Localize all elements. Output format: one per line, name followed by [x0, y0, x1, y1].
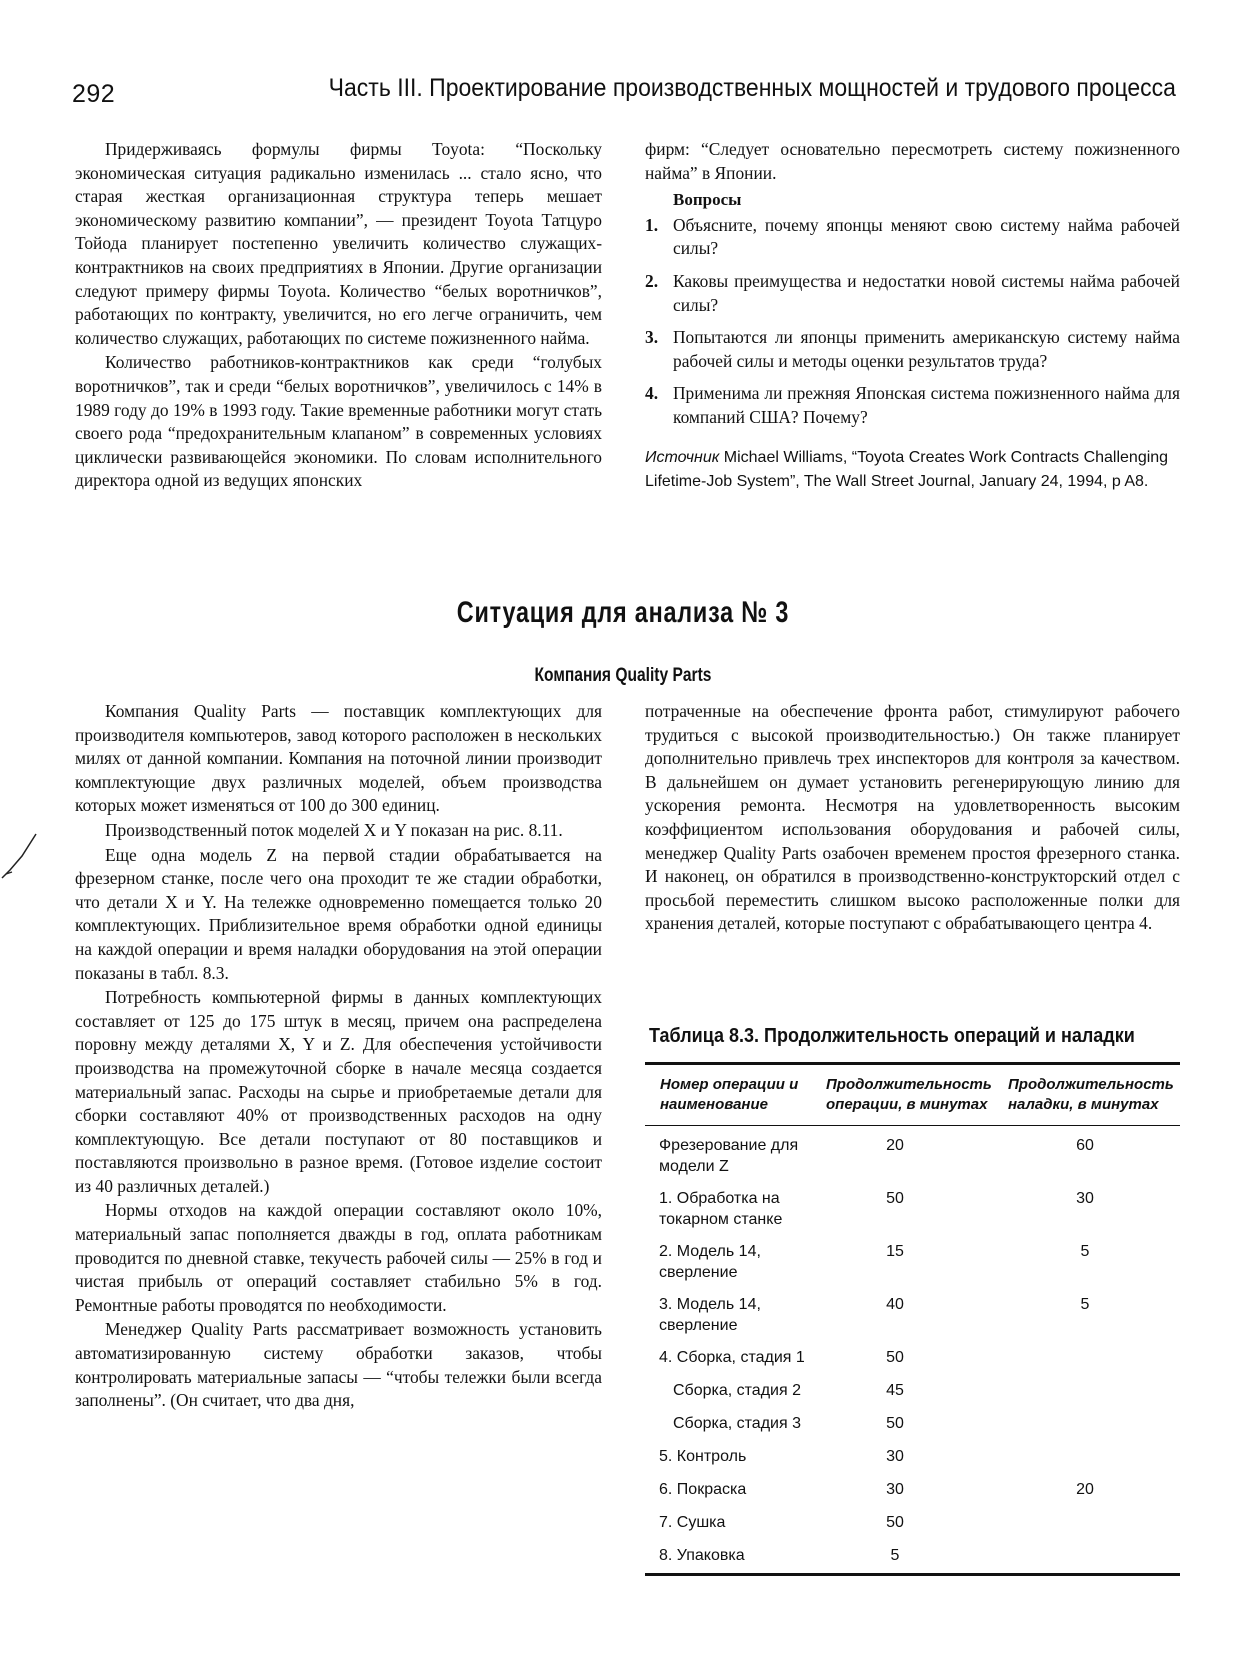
operation-duration: 50: [886, 1415, 904, 1432]
table-top-rule: [645, 1062, 1180, 1065]
operation-name: Сборка, стадия 3: [673, 1415, 801, 1432]
table-row: [645, 1446, 1180, 1479]
operation-name: Сборка, стадия 2: [673, 1382, 801, 1399]
paragraph: Менеджер Quality Parts рассматривает возможность установить автоматизированную систему обработки заказов, чтобы контролировать материальные запасы — “чтобы тележки были всегда заполнены”. (Он считает, что два дня,: [75, 1319, 602, 1411]
question-item: [645, 382, 1180, 429]
paragraph: Количество работников-контрактников как среди “голубых воротничков”, так и среди “белых воротничков”, увеличилось с 14% в 1989 году до 19% в 1993 году. Такие временные работники могут стать своего рода “предохранительным клапаном” в современных условиях циклически развивающейся экономики. По словам исполнительного директора одной из ведущих японских: [75, 352, 602, 491]
paragraph: потраченные на обеспечение фронта работ, стимулируют рабочего трудиться с высокой производительностью.) Он также планирует дополнительно привлечь трех инспекторов для контроля за качеством. В дальнейшем он думает установить регенерирующую линию для ускорения ремонта. Несмотря на удовлетворенность высоким коэффициентом использования оборудования и рабочей силы, менеджер Quality Parts озабочен временем простоя фрезерного станка. И наконец, он обратился в производственно-конструкторский отдел с просьбой переместить слишком высоко расположенные полки для хранения деталей, которые поступают с обрабатывающего центра 4.: [645, 701, 1180, 934]
operation-duration: 30: [886, 1481, 904, 1498]
top-left-column: [75, 138, 602, 494]
table-body: [645, 1135, 1180, 1578]
question-number: 2.: [645, 270, 659, 291]
table-row: [645, 1347, 1180, 1380]
table-row: [645, 1512, 1180, 1545]
question-text: Применима ли прежняя Японская система пожизненного найма для компаний США? Почему?: [673, 383, 1180, 427]
question-number: 3.: [645, 327, 659, 348]
setup-duration: [960, 1380, 1180, 1413]
setup-duration: [960, 1512, 1180, 1545]
paragraph: Компания Quality Parts — поставщик комплектующих для производителя компьютеров, завод которого расположен в нескольких милях от данной компании. Компания на поточной линии производит комплектующие двух различных моделей, объем производства которых может изменяться от 100 до 300 единиц.: [75, 701, 602, 816]
question-item: [645, 270, 1180, 317]
operation-name: 6. Покраска: [659, 1481, 747, 1498]
paragraph: Нормы отходов на каждой операции составляют около 10%, материальный запас пополняется дважды в год, оплата работникам проводится по дневной ставке, текучесть рабочей силы — 25% в год и чистая прибыль от операций составляет стабильно 5% в год. Ремонтные работы проводятся по необходимости.: [75, 1200, 602, 1315]
table-row: [645, 1413, 1180, 1446]
operation-name: 1. Обработка на токарном станке: [659, 1190, 783, 1228]
operation-name: 8. Упаковка: [659, 1547, 745, 1564]
operation-name: 5. Контроль: [659, 1448, 747, 1465]
setup-duration: 60: [1076, 1137, 1094, 1154]
operation-duration: 50: [886, 1349, 904, 1366]
table-row: [645, 1241, 1180, 1294]
paragraph: Придерживаясь формулы фирмы Toyota: “Поскольку экономическая ситуация радикально изменилась ... стало ясно, что старая жесткая организационная структура теперь мешает экономическому развитию компании”, — президент Toyota Татцуро Тойода планирует постепенно увеличить количество служащих-контрактников на своих предприятиях в Японии. Другие организации следуют примеру фирмы Toyota. Количество “белых воротничков”, работающих по контракту, увеличится, но его легче ограничить, чем количество служащих, работающих по системе пожизненного найма.: [75, 139, 602, 348]
setup-duration: [960, 1446, 1180, 1479]
operation-duration: 50: [886, 1514, 904, 1531]
operation-name: 4. Сборка, стадия 1: [659, 1349, 805, 1366]
setup-duration: 5: [1080, 1243, 1090, 1260]
table-bottom-rule: [645, 1573, 1180, 1576]
table-row: [645, 1188, 1180, 1241]
operation-duration: 30: [886, 1448, 904, 1465]
bottom-left-column: [75, 700, 602, 1414]
question-text: Каковы преимущества и недостатки новой системы найма рабочей силы?: [673, 270, 1180, 315]
questions-list: [645, 214, 1180, 430]
table-caption: Таблица 8.3. Продолжительность операций и наладки: [649, 1025, 1135, 1047]
setup-duration: 20: [1076, 1481, 1094, 1498]
table-row: [645, 1479, 1180, 1512]
questions-heading: Вопросы: [673, 190, 742, 210]
question-item: [645, 326, 1180, 373]
operation-duration: 15: [886, 1243, 904, 1260]
operation-duration: 5: [890, 1547, 900, 1564]
question-text: Объясните, почему японцы меняют свою систему найма рабочей силы?: [673, 214, 1180, 259]
question-number: 1.: [645, 214, 659, 235]
source-text: Michael Williams, “Toyota Creates Work Contracts Challenging Lifetime-Job System”, The Wall Street Journal, January 24, 1994, p A8.: [645, 448, 1169, 490]
running-title: Часть III. Проектирование производственных мощностей и трудового процесса: [328, 74, 1176, 102]
setup-duration: [960, 1413, 1180, 1446]
table-row: [645, 1380, 1180, 1413]
table-header-setup: Продолжительность наладки, в минутах: [1008, 1076, 1174, 1113]
bottom-right-column: [645, 700, 1180, 937]
source-label: Источник: [645, 448, 720, 466]
pen-mark-icon: [0, 830, 40, 880]
setup-duration: 30: [1076, 1190, 1094, 1207]
paragraph: фирм: “Следует основательно пересмотреть систему пожизненного найма” в Японии.: [645, 139, 1180, 183]
table-row: [645, 1135, 1180, 1188]
question-text: Попытаются ли японцы применить американскую систему найма рабочей силы и методы оценки результатов труда?: [673, 327, 1180, 371]
operation-name: 2. Модель 14, сверление: [659, 1243, 761, 1281]
table-header-rule: [645, 1125, 1180, 1126]
operation-duration: 20: [886, 1137, 904, 1154]
question-item: [645, 214, 1180, 261]
operation-name: 7. Сушка: [659, 1514, 726, 1531]
paragraph: Еще одна модель Z на первой стадии обрабатывается на фрезерном станке, после чего она проходит те же стадии обработки, что детали X и Y. На тележке одновременно помещается только 20 комплектующих. Приблизительное время обработки одной единицы на каждой операции и время наладки оборудования на этой операции показаны в табл. 8.3.: [75, 844, 602, 983]
operation-name: 3. Модель 14, сверление: [659, 1296, 761, 1334]
question-number: 4.: [645, 383, 659, 404]
operation-duration: 40: [886, 1296, 904, 1313]
setup-duration: 5: [1080, 1296, 1090, 1313]
operation-duration: 50: [886, 1190, 904, 1207]
operation-duration: 45: [886, 1382, 904, 1399]
page-header: [70, 66, 1176, 106]
source-citation: [645, 446, 1180, 494]
paragraph: Потребность компьютерной фирмы в данных комплектующих составляет от 125 до 175 штук в месяц, причем она распределена поровну между деталями X, Y и Z. Для обеспечения устойчивости производства на промежуточной сборке в начале месяца создается материальный запас. Расходы на сырье и приобретаемые детали для сборки составляют 40% от производственных расходов на одну комплектующую. Все детали поступают от 80 поставщиков и поставляются произвольно в разное время. (Готовое изделие состоит из 40 различных деталей.): [75, 987, 602, 1196]
case-subtitle: Компания Quality Parts: [534, 665, 712, 686]
page-number: 292: [72, 80, 116, 108]
case-title: Ситуация для анализа № 3: [456, 596, 790, 629]
top-right-column: [645, 138, 1180, 494]
table-row: [645, 1294, 1180, 1347]
paragraph: Производственный поток моделей X и Y показан на рис. 8.11.: [105, 819, 563, 840]
operation-name: Фрезерование для модели Z: [659, 1137, 799, 1175]
setup-duration: [960, 1347, 1180, 1380]
table-header-duration: Продолжительность операции, в минутах: [826, 1076, 992, 1113]
table-header-operation: Номер операции и наименование: [660, 1076, 799, 1113]
